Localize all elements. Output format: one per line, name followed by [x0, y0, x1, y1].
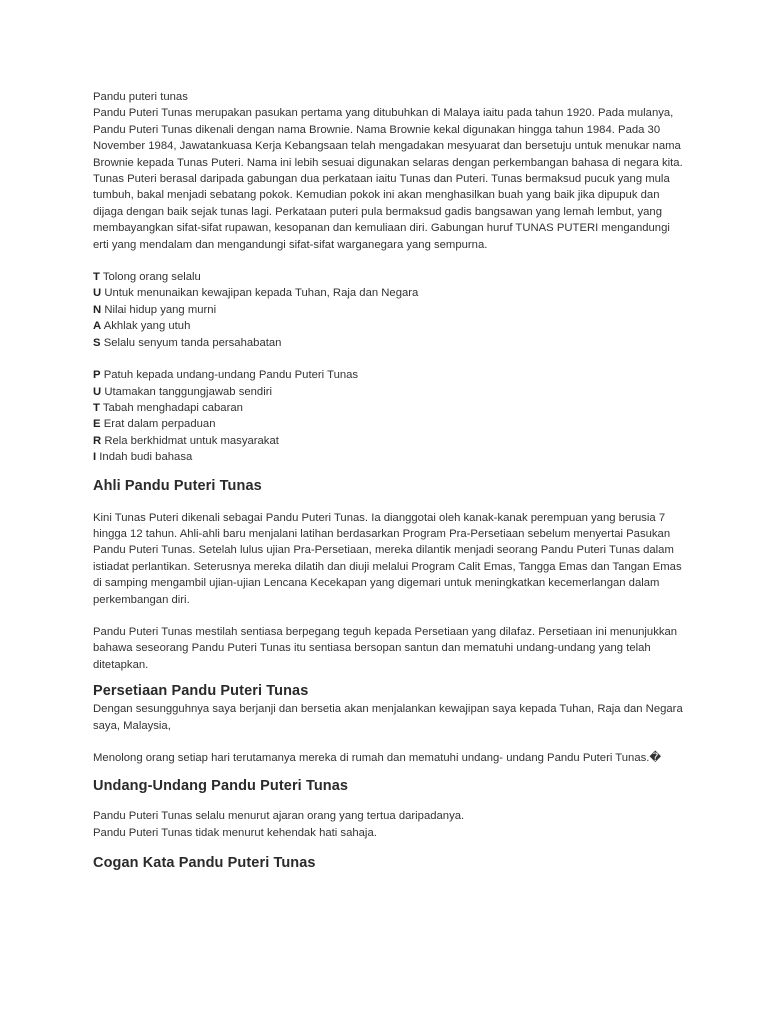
acrostic-text: Patuh kepada undang-undang Pandu Puteri Tunas	[103, 369, 359, 382]
heading-cogan-kata: Cogan Kata Pandu Puteri Tunas	[93, 855, 316, 872]
acrostic-line	[93, 384, 683, 400]
acrostic-letter: P	[93, 369, 101, 382]
undang-line-1: Pandu Puteri Tunas selalu menurut ajaran orang yang tertua daripadanya.	[93, 810, 465, 823]
undang-line-2: Pandu Puteri Tunas tidak menurut kehendak hati sahaja.	[93, 826, 377, 839]
acrostic-letter: R	[93, 434, 102, 447]
acrostic-line	[93, 335, 683, 351]
acrostic-letter: T	[93, 271, 100, 284]
heading-persetiaan: Persetiaan Pandu Puteri Tunas	[93, 683, 309, 700]
acrostic-text: Tolong orang selalu	[102, 271, 201, 284]
acrostic-line	[93, 400, 683, 416]
acrostic-line	[93, 285, 683, 301]
acrostic-text: Rela berkhidmat untuk masyarakat	[104, 434, 279, 447]
acrostic-line	[93, 449, 683, 465]
acrostic-text: Selalu senyum tanda persahabatan	[103, 336, 282, 349]
acrostic-letter: E	[93, 418, 101, 431]
acrostic-letter: U	[93, 287, 102, 300]
acrostic-text: Tabah menghadapi cabaran	[102, 401, 243, 414]
acrostic-letter: I	[93, 451, 97, 464]
acrostic-line	[93, 302, 683, 318]
persetiaan-paragraph-2: Menolong orang setiap hari terutamanya mereka di rumah dan mematuhi undang- undang Pandu Puteri Tunas.�	[93, 752, 661, 764]
acrostic-letter: A	[93, 320, 102, 333]
acrostic-line	[93, 416, 683, 432]
acrostic-text: Nilai hidup yang murni	[104, 303, 217, 316]
acrostic-line	[93, 433, 683, 449]
ahli-paragraph-1: Kini Tunas Puteri dikenali sebagai Pandu Puteri Tunas. Ia dianggotai oleh kanak-kanak perempuan yang berusia 7 hingga 12 tahun. Ahli-ahli baru menjalani latihan berdasarkan Program Pra-Persetiaan sebelum menyertai Pasukan Pandu Puteri Tunas. Setelah lulus ujian Pra-Persetiaan, mereka dilantik menjadi seorang Pandu Puteri Tunas dalam istiadat perlantikan. Seterusnya mereka dilatih dan diuji melalui Program Calit Emas, Tangga Emas dan Tangan Emas di samping mengambil ujian-ujian Lencana Kecekapan yang digemari untuk meningkatkan kecemerlangan dalam perkembangan diri.	[93, 511, 682, 606]
acrostic-letter: T	[93, 401, 100, 414]
acrostic-text: Utamakan tanggungjawab sendiri	[104, 385, 272, 398]
document-content	[93, 89, 683, 873]
acrostic-text: Akhlak yang utuh	[103, 320, 191, 333]
ahli-paragraph-2: Pandu Puteri Tunas mestilah sentiasa berpegang teguh kepada Persetiaan yang dilafaz. Persetiaan ini menunjukkan bahawa seseorang Pandu Puteri Tunas itu sentiasa bersopan santun dan mematuhi undang-undang yang telah ditetapkan.	[93, 625, 678, 671]
tunas-acrostic-list	[93, 269, 683, 351]
persetiaan-paragraph-1: Dengan sesungguhnya saya berjanji dan bersetia akan menjalankan kewajipan saya kepada Tuhan, Raja dan Negara saya, Malaysia,	[93, 703, 683, 732]
heading-undang-undang: Undang-Undang Pandu Puteri Tunas	[93, 778, 349, 795]
acrostic-text: Indah budi bahasa	[99, 451, 193, 464]
acrostic-text: Erat dalam perpaduan	[103, 418, 216, 431]
puteri-acrostic-list	[93, 367, 683, 465]
acrostic-line	[93, 367, 683, 383]
acrostic-letter: S	[93, 336, 101, 349]
acrostic-letter: U	[93, 385, 102, 398]
acrostic-line	[93, 318, 683, 334]
intro-paragraph: Pandu Puteri Tunas merupakan pasukan pertama yang ditubuhkan di Malaya iaitu pada tahun 1920. Pada mulanya, Pandu Puteri Tunas dikenali dengan nama Brownie. Nama Brownie kekal digunakan hingga tahun 1984. Pada 30 November 1984, Jawatankuasa Kerja Kebangsaan telah mengadakan mesyuarat dan bersetuju untuk menukar nama Brownie kepada Tunas Puteri. Nama ini lebih sesuai digunakan selaras dengan perkembangan bahasa di negara kita. Tunas Puteri berasal daripada gabungan dua perkataan iaitu Tunas dan Puteri. Tunas bermaksud pucuk yang mula tumbuh, bakal menjadi sebatang pokok. Kemudian pokok ini akan menghasilkan buah yang baik jika dipupuk dan dijaga dengan baik sejak tunas lagi. Perkataan puteri pula bermaksud gadis bangsawan yang lemah lembut, yang membayangkan sifat-sifat rupawan, kesopanan dan kemuliaan diri. Gabungan huruf TUNAS PUTERI mengandungi erti yang mendalam dan mengandungi sifat-sifat warganegara yang sempurna.	[93, 107, 683, 251]
acrostic-text: Untuk menunaikan kewajipan kepada Tuhan, Raja dan Negara	[104, 287, 419, 300]
heading-ahli: Ahli Pandu Puteri Tunas	[93, 477, 262, 494]
document-title: Pandu puteri tunas	[93, 91, 188, 103]
acrostic-letter: N	[93, 303, 102, 316]
acrostic-line	[93, 269, 683, 285]
